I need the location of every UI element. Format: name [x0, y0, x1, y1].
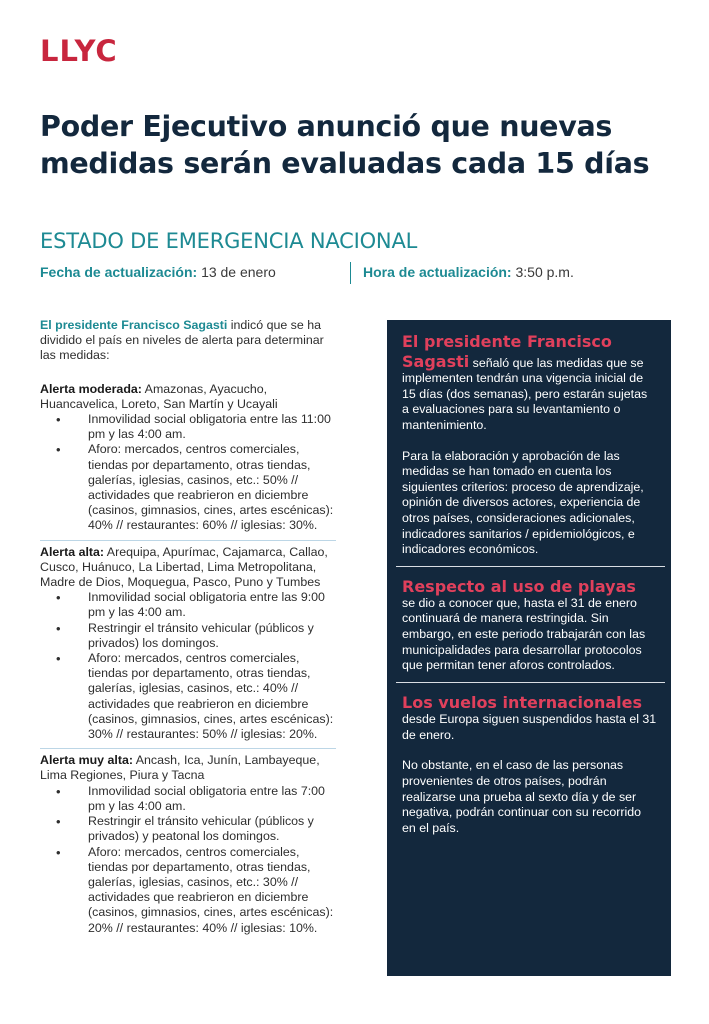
alert-regions: Ancash, Ica, Junín, Lambayeque, Lima Regiones, Piura y Tacna — [40, 753, 320, 783]
list-item: • Restringir el tránsito vehicular (públicos y privados) y peatonal los domingos. — [40, 814, 336, 844]
update-time-value: 3:50 p.m. — [515, 264, 574, 280]
panel-text: desde Europa siguen suspendidos hasta el 31 de enero. — [402, 712, 657, 742]
panel-section-playas — [402, 577, 657, 674]
panel-text: señaló que las medidas que se implementen tendrán una vigencia inicial de 15 días (dos semanas), pero estarán sujetas a evaluaciones para su levantamiento o mantenimiento. — [402, 355, 648, 432]
intro-text: indicó que se ha dividido el país en niveles de alerta para determinar las medidas: — [40, 318, 324, 363]
alert-measures — [40, 412, 336, 534]
alert-heading — [40, 753, 336, 783]
highlights-panel — [387, 320, 671, 976]
panel-divider — [396, 682, 665, 683]
alert-label: Alerta alta: — [40, 544, 105, 559]
panel-heading: Respecto al uso de playas — [402, 576, 636, 596]
alert-moderada — [40, 382, 336, 540]
alert-measures — [40, 590, 336, 742]
panel-heading: Los vuelos internacionales — [402, 692, 642, 712]
update-date-label: Fecha de actualización: — [40, 264, 198, 280]
panel-heading: El presidente Francisco Sagasti — [402, 332, 612, 371]
update-time-label: Hora de actualización: — [363, 264, 512, 280]
update-time — [363, 264, 574, 280]
alert-levels-column — [40, 318, 336, 942]
alert-regions: Arequipa, Apurímac, Cajamarca, Callao, Cusco, Huánuco, La Libertad, Lima Metropolitana, Madre de Dios, Moquegua, Pasco, Puno y Tumbes — [40, 544, 328, 590]
headline-line-1: Poder Ejecutivo anunció que nuevas — [40, 110, 613, 143]
headline-line-2: medidas serán evaluadas cada 15 días — [40, 147, 650, 180]
panel-section-vigencia — [402, 332, 657, 558]
update-date — [40, 264, 276, 280]
list-item: • Inmovilidad social obligatoria entre las 11:00 pm y las 4:00 am. — [40, 412, 336, 442]
list-item: • Inmovilidad social obligatoria entre las 7:00 pm y las 4:00 am. — [40, 784, 336, 814]
alert-heading — [40, 545, 336, 591]
alert-alta — [40, 540, 336, 749]
list-item: • Aforo: mercados, centros comerciales, tiendas por departamento, otras tiendas, galerías, iglesias, casinos, etc.: 30% // actividades que reabrieron en diciembre (casinos, gimnasios, cines, artes escénicas): 20% // restaurantes: 40% // iglesias: 10%. — [40, 845, 336, 936]
llyc-logo: LLYC — [40, 34, 118, 68]
update-date-value: 13 de enero — [201, 264, 276, 280]
alert-label: Alerta muy alta: — [40, 753, 133, 768]
section-title: ESTADO DE EMERGENCIA NACIONAL — [40, 229, 418, 253]
list-item: • Restringir el tránsito vehicular (públicos y privados) los domingos. — [40, 621, 336, 651]
panel-paragraph: Para la elaboración y aprobación de las medidas se han tomado en cuenta los siguientes criterios: proceso de aprendizaje, opinión de diversos actores, experiencia de otros países, consideraciones adicionales, indicadores sanitarios / epidemiológicos, e indicadores económicos. — [402, 448, 644, 557]
page-headline — [40, 108, 690, 182]
list-item: • Aforo: mercados, centros comerciales, tiendas por departamento, otras tiendas, galerías, iglesias, casinos, etc.: 50% // actividades que reabrieron en diciembre (casinos, gimnasios, cines, artes escénicas): 40% // restaurantes: 60% // iglesias: 30%. — [40, 442, 336, 533]
panel-paragraph: No obstante, en el caso de las personas provenientes de otros países, podrán realizarse una prueba al sexto día y de ser negativa, podrán continuar con su recorrido en el país. — [402, 758, 642, 835]
list-item: • Inmovilidad social obligatoria entre las 9:00 pm y las 4:00 am. — [40, 590, 336, 620]
panel-divider — [396, 566, 665, 567]
panel-paragraph — [402, 693, 657, 744]
alert-regions: Amazonas, Ayacucho, Huancavelica, Loreto, San Martín y Ucayali — [40, 381, 278, 411]
alert-heading — [40, 382, 336, 412]
list-item: • Aforo: mercados, centros comerciales, tiendas por departamento, otras tiendas, galerías, iglesias, casinos, etc.: 40% // actividades que reabrieron en diciembre (casinos, gimnasios, cines, artes escénicas): 30% // restaurantes: 50% // iglesias: 20%. — [40, 651, 336, 742]
intro-highlight: El presidente Francisco Sagasti — [40, 318, 228, 332]
intro-paragraph — [40, 318, 336, 364]
panel-paragraph: se dio a conocer que, hasta el 31 de enero continuará de manera restringida. Sin embargo, en este periodo trabajarán con las municipalidades para desarrollar protocolos que permitan tener aforos controlados. — [402, 595, 646, 673]
alert-measures — [40, 784, 336, 936]
panel-section-vuelos — [402, 693, 657, 837]
alert-label: Alerta moderada: — [40, 381, 142, 396]
meta-divider — [350, 262, 351, 284]
alert-muy-alta — [40, 748, 336, 941]
panel-paragraph — [402, 332, 657, 434]
